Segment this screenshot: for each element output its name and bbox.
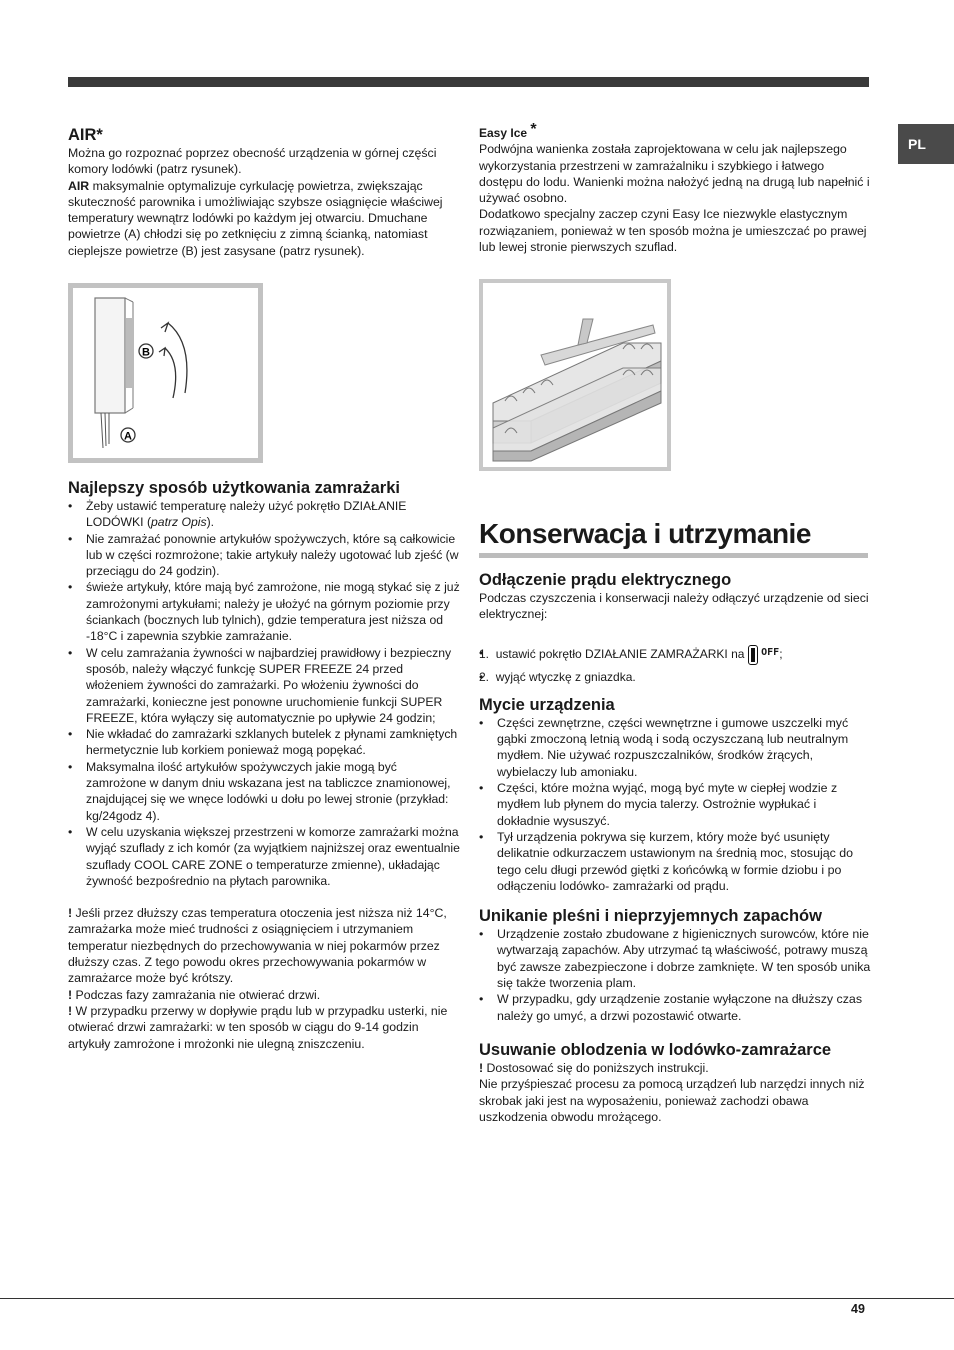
defrost-warning: ! Dostosować się do poniższych instrukcji. bbox=[479, 1060, 709, 1075]
easy-ice-figure bbox=[479, 279, 671, 471]
warning-3: ! W przypadku przerwy w dopływie prądu lub w przypadku usterki, nie otwierać drzwi zamrażarki: w ten sposób w ciągu do 9-14 godzin artykuły zamrożone i mrożonki nie ulegną zniszczeniu. bbox=[68, 1003, 448, 1051]
page-number: 49 bbox=[851, 1302, 865, 1316]
list-item: • Tył urządzenia pokrywa się kurzem, który może być usunięty delikatnie odkurzaczem ustawionym na średnią moc, stosując do tego celu długi przewód giętki z końcówką w formie dziobu i po odłączeniu lodówko- zamrażarki od prądu. bbox=[479, 829, 871, 894]
easy-ice-paragraph-1: Podwójna wanienka została zaprojektowana w celu jak najlepszego wykorzystania przestrzeni w zamrażalniku i szybkiego i łatwego dostępu do lodu. Wanienki można nałożyć jedną na drugą lub napełnić i używać osobno. bbox=[479, 142, 870, 206]
air-label-a: A bbox=[124, 430, 132, 443]
mold-list bbox=[479, 926, 871, 1024]
power-title: Odłączenie prądu elektrycznego bbox=[479, 571, 732, 589]
left-column bbox=[68, 125, 460, 259]
defrost-paragraph: Nie przyśpieszać procesu za pomocą urządzeń lub narzędzi innych niż skrobak jaki jest na wyposażeniu, ponieważ zachodzi obawa uszkodzenia obwodu mrożącego. bbox=[479, 1077, 865, 1124]
air-bold-label: AIR bbox=[68, 178, 90, 193]
maintenance-section bbox=[479, 570, 871, 1125]
list-item: • Części zewnętrzne, części wewnętrzne i gumowe uszczelki myć gąbki zmoczoną letnią wodą i sodą oczyszczaną lub neutralnym mydłem. Nie używać rozpuszczalników, środków żrących, wybielaczy lub amoniaku. bbox=[479, 715, 871, 780]
list-item: • Żeby ustawić temperaturę należy użyć pokrętło DZIAŁANIE LODÓWKI (patrz Opis). bbox=[68, 498, 460, 531]
footer-rule bbox=[0, 1298, 954, 1299]
easy-ice-paragraph-2: Dodatkowo specjalny zaczep czyni Easy Ice niezwykle elastycznym rozwiązaniem, ponieważ w ten sposób można je umieszczać po prawej lub lewej stronie pierwszych szuflad. bbox=[479, 207, 867, 255]
cleaning-list bbox=[479, 715, 871, 894]
mold-title: Unikanie pleśni i nieprzyjemnych zapachów bbox=[479, 907, 822, 926]
list-item: • Nie wkładać do zamrażarki szklanych butelek z płynami zamkniętych hermetycznie lub korkiem ponieważ mogą popękać. bbox=[68, 726, 460, 759]
power-paragraph: Podczas czyszczenia i konserwacji należy odłączyć urządzenie od sieci elektrycznej: bbox=[479, 591, 869, 622]
knob-icon bbox=[748, 645, 758, 665]
list-item: • W celu uzyskania większej przestrzeni w komorze zamrażarki można wyjąć szuflady z ich komór (za wyjątkiem najniższej oraz ewentualnie szuflady COOL CARE ZONE o temperaturze zmienne), układając żywność bezpośrednio na płytach parownika. bbox=[68, 824, 460, 889]
air-label-b: B bbox=[142, 346, 150, 359]
page-title: Konserwacja i utrzymanie bbox=[479, 518, 868, 558]
language-tab-label: PL bbox=[908, 136, 926, 152]
list-item: • Maksymalna ilość artykułów spożywczych jakie mogą być zamrożone w danym dniu wskazana jest na tabliczce znamionowej, znajdującej się we wnęce lodówki u dołu po lewej stronie (przykład: kg/24godz 4). bbox=[68, 759, 460, 824]
air-paragraph-2-text: maksymalnie optymalizuje cyrkulację powietrza, zwiększając skuteczność parownika i umożliwiając szybsze osiągnięcie właściwej temperatury wewnątrz lodówki po każdym jej otwarciu. Dmuchane powietrze (A) chłodzi się po zetknięciu z zimną ścianką, natomiast cieplejsze powietrze (B) jest zasysane (patrz rysunek). bbox=[68, 178, 443, 258]
cleaning-title: Mycie urządzenia bbox=[479, 695, 615, 714]
easy-ice-title: Easy Ice * bbox=[479, 121, 537, 140]
air-diagram-image bbox=[73, 288, 258, 458]
freezer-title: Najlepszy sposób użytkowania zamrażarki bbox=[68, 479, 400, 497]
list-item: • Urządzenie zostało zbudowane z higienicznych surowców, które nie wytwarzają zapachów. Aby utrzymać tą właściwość, potrawy muszą być zawsze zabezpieczone i dobrze zamknięte. W ten sposób unika się także tworzenia plam. bbox=[479, 926, 871, 991]
power-steps bbox=[479, 645, 871, 685]
list-item: • W celu zamrażania żywności w najbardziej prawidłowy i bezpieczny sposób, należy włączyć funkcję SUPER FREEZE 24 przed włożeniem żywności do zamrażarki. Po włożeniu żywności do zamrażarki, konieczne jest ponowne uruchomienie funkcji SUPER FREEZE, która wyłączy się automatycznie po upływie 24 godzin; bbox=[68, 645, 460, 726]
air-figure bbox=[68, 283, 263, 463]
air-paragraph-2 bbox=[68, 178, 460, 259]
off-label: OFF bbox=[761, 646, 780, 658]
list-item: • W przypadku, gdy urządzenie zostanie wyłączone na dłuższy czas należy go umyć, a drzwi pozostawić otwarte. bbox=[479, 991, 871, 1024]
ice-tray-image bbox=[483, 283, 667, 467]
list-item: • świeże artykuły, które mają być zamrożone, nie mogą stykać się z już zamrożonymi artykułami; należy je ułożyć na górnym poziomie przy ściankach (bocznych lub tylnich), gdzie temperatura jest niższa od -18°C i zapewnia szybkie zamrażanie. bbox=[68, 579, 460, 644]
warning-1: ! Jeśli przez dłuższy czas temperatura otoczenia jest niższa niż 14°C, zamrażarka może mieć trudności z osiągnięciem i utrzymaniem temperatur niezbędnych do przechowywania w niej pokarmów przez dłuższy czas. Z tego powodu okres przechowywania pokarmów w zamrażarce może być krótszy. bbox=[68, 906, 447, 986]
warning-2: ! Podczas fazy zamrażania nie otwierać drzwi. bbox=[68, 987, 321, 1002]
air-title: AIR* bbox=[68, 126, 103, 144]
defrost-title: Usuwanie oblodzenia w lodówko-zamrażarce bbox=[479, 1040, 832, 1059]
header-rule bbox=[68, 77, 869, 87]
list-item: • Części, które można wyjąć, mogą być myte w ciepłej wodzie z mydłem lub płynem do mycia talerzy. Ostrożnie wypłukać i dokładnie wysuszyć. bbox=[479, 780, 871, 829]
list-item: • Nie zamrażać ponownie artykułów spożywczych, które są całkowicie lub w części rozmrożone; takie artykuły należy ugotować lub zjeść (w przeciągu do 24 godzin). bbox=[68, 531, 460, 580]
list-item: • 2. wyjąć wtyczkę z gniazdka. bbox=[479, 669, 871, 685]
list-item: • 1. ustawić pokrętło DZIAŁANIE ZAMRAŻARKI na $^{OFF}$; bbox=[479, 645, 871, 665]
freezer-section bbox=[68, 478, 460, 1052]
language-tab bbox=[898, 124, 954, 164]
air-paragraph-1: Można go rozpoznać poprzez obecność urządzenia w górnej części komory lodówki (patrz rysunek). bbox=[68, 146, 437, 177]
easy-ice-section bbox=[479, 121, 871, 255]
freezer-list bbox=[68, 498, 460, 889]
